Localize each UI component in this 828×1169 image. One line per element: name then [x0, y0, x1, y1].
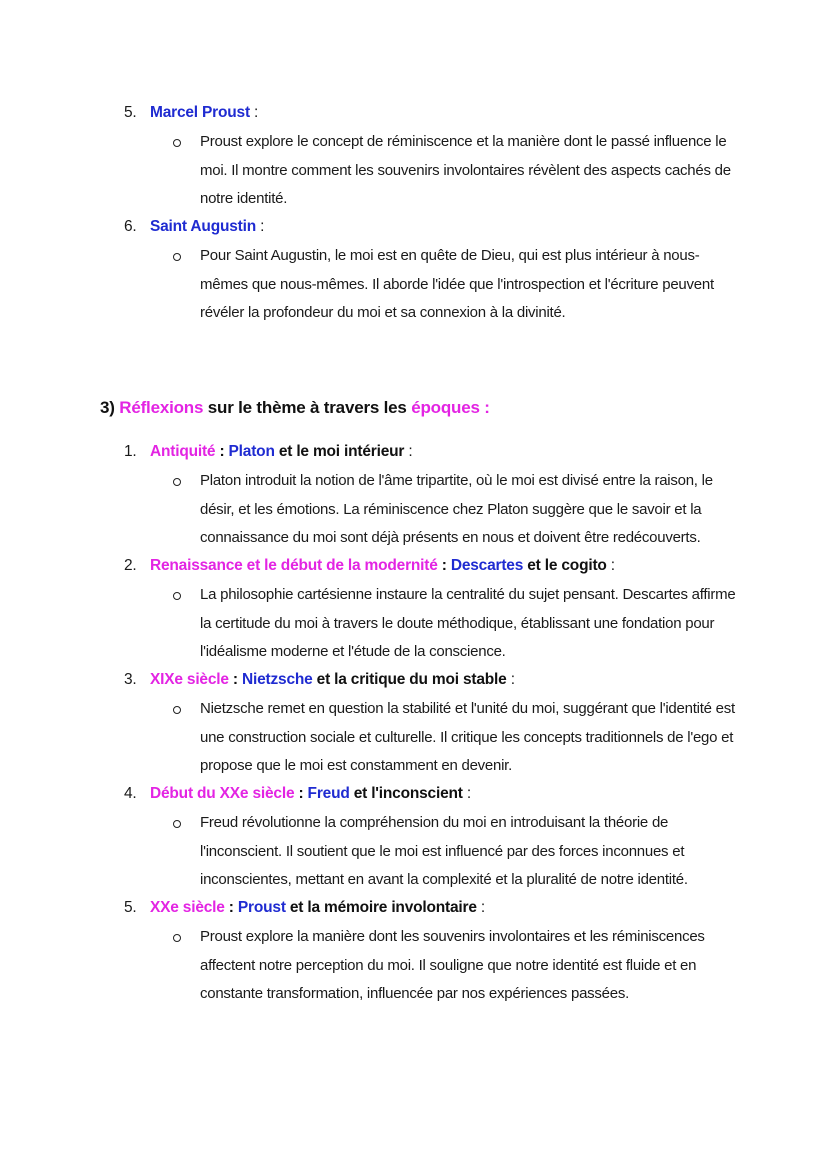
bullet-circle-icon — [173, 478, 181, 486]
colon: : — [249, 104, 259, 121]
bullet-text: La philosophie cartésienne instaure la centralité du sujet pensant. Descartes affirme la certitude du moi à travers le doute méthodique, établissant une fondation pour l'idéalisme moderne et l'étude de la conscience. — [200, 586, 736, 660]
separator: : — [437, 557, 451, 574]
topic: et la critique du moi stable — [312, 671, 507, 688]
heading-word-epoques: époques : — [411, 398, 490, 417]
philosopher-name: Saint Augustin — [150, 218, 256, 235]
colon: : — [255, 218, 265, 235]
thinker: Freud — [307, 785, 350, 802]
bullet-circle-icon — [173, 592, 181, 600]
list-item-renaissance — [124, 552, 615, 581]
bullet-text: Pour Saint Augustin, le moi est en quête de Dieu, qui est plus intérieur à nous-mêmes que nous-mêmes. Il aborde l'idée que l'introspection et l'écriture peuvent révéler la profondeur du moi et sa connexion à la divinité. — [200, 247, 714, 321]
list-item-antiquite — [124, 438, 412, 467]
period: XXe siècle — [150, 899, 225, 916]
topic: et le cogito — [523, 557, 607, 574]
bullet-text: Proust explore le concept de réminiscence et la manière dont le passé influence le moi. Il montre comment les souvenirs involontaires révèlent des aspects cachés de notre identité. — [200, 133, 731, 207]
bullet-circle-icon — [173, 820, 181, 828]
colon: : — [476, 899, 485, 916]
bullet-text: Nietzsche remet en question la stabilité et l'unité du moi, suggérant que l'identité est une construction sociale et culturelle. Il critique les concepts traditionnels de l'ego et propose que le moi est constamment en devenir. — [200, 700, 735, 774]
list-item-marcel-proust — [124, 99, 258, 128]
period: Renaissance et le début de la modernité — [150, 557, 438, 574]
thinker: Descartes — [450, 557, 524, 574]
list-item-xxe-siecle — [124, 894, 485, 923]
thinker: Proust — [237, 899, 286, 916]
period: Antiquité — [150, 443, 216, 460]
separator: : — [228, 671, 242, 688]
topic: et le moi intérieur — [274, 443, 405, 460]
thinker: Platon — [228, 443, 275, 460]
separator: : — [215, 443, 229, 460]
philosopher-name: Marcel Proust — [150, 104, 250, 121]
colon: : — [462, 785, 471, 802]
heading-word-reflexions: Réflexions — [119, 398, 204, 417]
list-item-xixe-siecle — [124, 666, 515, 695]
heading-middle: sur le thème à travers les — [203, 398, 412, 417]
section-heading — [100, 393, 490, 423]
bullet-circle-icon — [173, 253, 181, 261]
bullet-text: Platon introduit la notion de l'âme tripartite, où le moi est divisé entre la raison, le désir, et les émotions. La réminiscence chez Platon suggère que le savoir et la connaissance du moi sont déjà présents en nous et doivent être redécouverts. — [200, 472, 713, 546]
list-number: 5. — [124, 104, 137, 121]
colon: : — [506, 671, 515, 688]
list-number: 3. — [124, 671, 137, 688]
list-number: 6. — [124, 218, 137, 235]
bullet-circle-icon — [173, 706, 181, 714]
bullet-text: Proust explore la manière dont les souvenirs involontaires et les réminiscences affectent notre perception du moi. Il souligne que notre identité est fluide et en constante transformation, influencée par nos expériences passées. — [200, 928, 705, 1002]
separator: : — [224, 899, 238, 916]
list-number: 4. — [124, 785, 137, 802]
list-number: 2. — [124, 557, 137, 574]
list-item-saint-augustin — [124, 213, 264, 242]
list-item-debut-xxe-siecle — [124, 780, 471, 809]
list-number: 5. — [124, 899, 137, 916]
colon: : — [404, 443, 413, 460]
bullet-text: Freud révolutionne la compréhension du moi en introduisant la théorie de l'inconscient. Il soutient que le moi est influencé par des forces inconnues et inconscientes, mettant en avant la complexité et la pluralité de notre identité. — [200, 814, 688, 888]
heading-prefix: 3) — [100, 398, 120, 417]
thinker: Nietzsche — [242, 671, 313, 688]
period: Début du XXe siècle — [150, 785, 295, 802]
bullet-circle-icon — [173, 139, 181, 147]
topic: et l'inconscient — [349, 785, 463, 802]
colon: : — [606, 557, 615, 574]
topic: et la mémoire involontaire — [285, 899, 477, 916]
list-number: 1. — [124, 443, 137, 460]
separator: : — [294, 785, 308, 802]
period: XIXe siècle — [150, 671, 229, 688]
bullet-circle-icon — [173, 934, 181, 942]
